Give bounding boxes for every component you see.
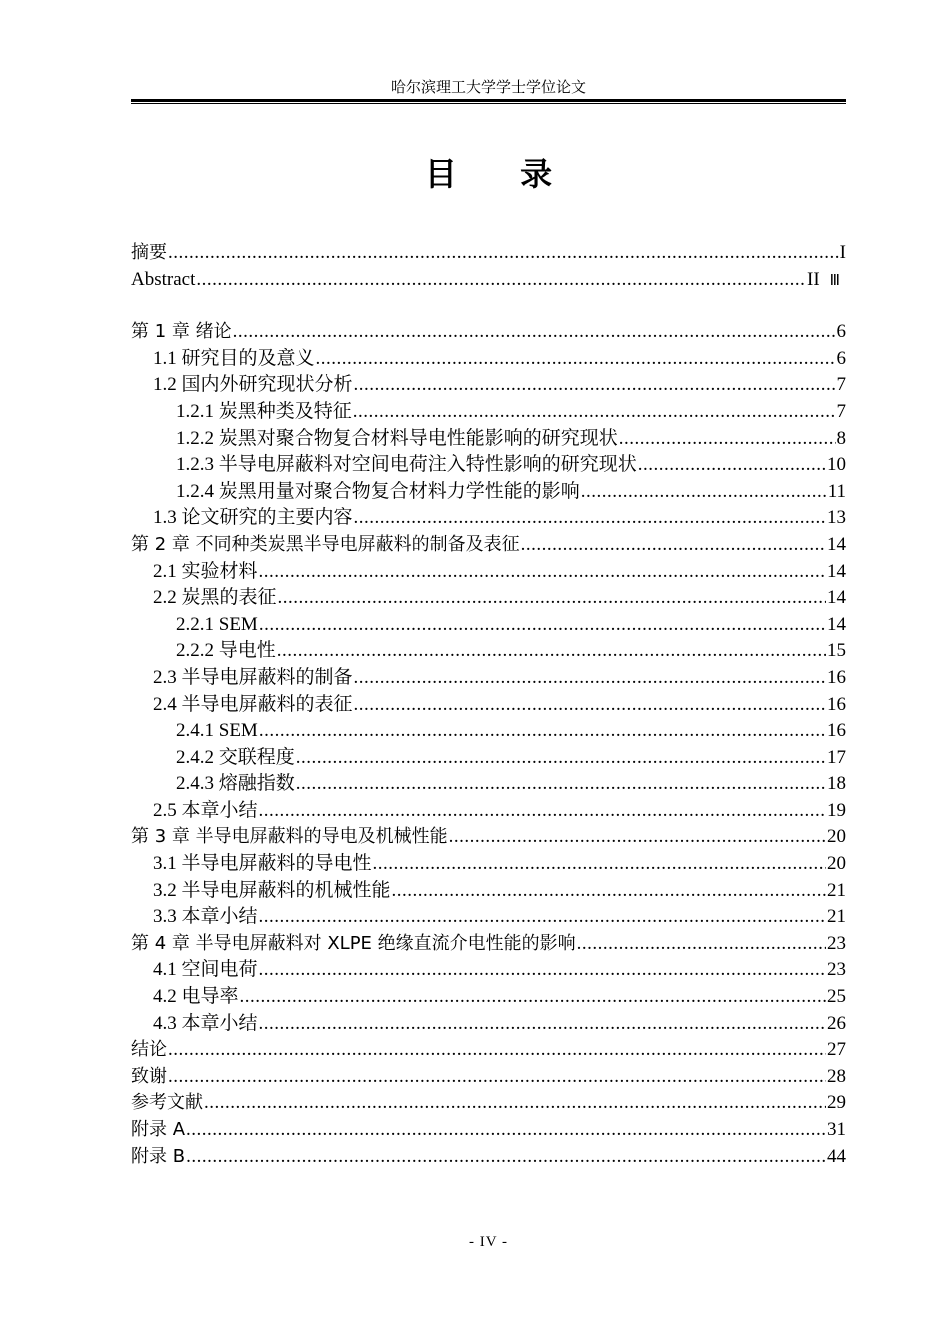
toc-entry-label: 3.1 半导电屏蔽料的导电性 (153, 853, 372, 875)
toc-dot-leader (259, 559, 826, 586)
toc-dot-leader (581, 479, 827, 506)
toc-dot-leader (354, 372, 836, 399)
toc-entry[interactable] (131, 984, 846, 1011)
toc-entry-label: 2.2 炭黑的表征 (153, 587, 277, 609)
toc-dot-leader (296, 771, 826, 798)
toc-dot-leader (449, 824, 826, 851)
toc-entry-page: 13 (827, 507, 846, 529)
toc-entry-label: 附录 B (131, 1145, 186, 1167)
toc-entry-label: 2.2.2 导电性 (176, 640, 276, 662)
toc-entry-label: 2.5 本章小结 (153, 799, 258, 821)
toc-entry-label: 致谢 (131, 1065, 167, 1087)
toc-dot-leader (233, 319, 836, 346)
toc-dot-leader (353, 399, 836, 426)
toc-entry[interactable] (131, 399, 846, 426)
toc-entry[interactable] (131, 665, 846, 692)
toc-entry-page: 26 (827, 1012, 846, 1034)
toc-entry-page: 6 (836, 321, 846, 343)
toc-entry-page: 7 (836, 374, 846, 396)
toc-entry[interactable] (131, 1090, 846, 1117)
toc-dot-leader (259, 718, 826, 745)
toc-entry-page: 14 (827, 613, 846, 635)
toc-entry-label: 摘要 (131, 242, 167, 263)
toc-entry[interactable] (131, 878, 846, 905)
toc-entry-label: 附录 A (131, 1119, 186, 1140)
toc-dot-leader (186, 1117, 826, 1144)
toc-dot-leader (296, 745, 826, 772)
toc-dot-leader (619, 426, 836, 453)
toc-entry-label: 1.2.2 炭黑对聚合物复合材料导电性能影响的研究现状 (176, 427, 618, 449)
toc-entry-page: 17 (827, 746, 846, 768)
toc-dot-leader (392, 878, 826, 905)
toc-dot-leader (259, 612, 826, 639)
toc-entry-page: 15 (827, 640, 846, 662)
toc-entry-page: 20 (827, 853, 846, 875)
toc-entry[interactable] (131, 479, 846, 506)
toc-entry[interactable] (131, 505, 846, 532)
toc-dot-leader (638, 452, 826, 479)
toc-entry-label: 1.2.1 炭黑种类及特征 (176, 400, 352, 422)
toc-entry[interactable] (131, 638, 846, 665)
toc-entry-label: 第 2 章 不同种类炭黑半导电屏蔽料的制备及表征 (131, 533, 520, 555)
toc-dot-leader (168, 1064, 826, 1091)
toc-title: 目 录 (424, 155, 579, 193)
toc-dot-leader (521, 532, 826, 559)
toc-dot-leader (577, 931, 826, 958)
toc-entry-label: 1.2.3 半导电屏蔽料对空间电荷注入特性影响的研究现状 (176, 454, 637, 476)
toc-entry-page: 21 (827, 906, 846, 928)
toc-entry-label: 4.1 空间电荷 (153, 959, 258, 981)
toc-entry-page: 27 (827, 1039, 846, 1061)
toc-dot-leader (278, 585, 826, 612)
toc-entry-label: 1.3 论文研究的主要内容 (153, 507, 353, 529)
toc-entry[interactable] (131, 824, 846, 851)
running-header: 哈尔滨理工大学学士学位论文 (390, 80, 586, 96)
toc-dot-leader (196, 267, 806, 294)
toc-dot-leader (168, 1037, 826, 1064)
toc-entry-page: 19 (827, 799, 846, 821)
toc-dot-leader (354, 692, 826, 719)
toc-entry[interactable] (131, 904, 846, 931)
toc-entry-label: Abstract (131, 268, 196, 290)
toc-entry-label: 结论 (131, 1039, 167, 1061)
toc-entry-label: 1.2.4 炭黑用量对聚合物复合材料力学性能的影响 (176, 480, 580, 502)
toc-entry[interactable] (131, 240, 846, 267)
toc-entry[interactable] (131, 931, 846, 958)
toc-dot-leader (186, 1144, 826, 1171)
toc-entry-label: 2.4.3 熔融指数 (176, 773, 295, 795)
toc-entry-label: 1.1 研究目的及意义 (153, 347, 315, 369)
toc-entry[interactable] (131, 957, 846, 984)
toc-entry-page: 29 (827, 1092, 846, 1114)
toc-entry[interactable] (131, 1144, 846, 1171)
toc-entry-label: 2.4.1 SEM (176, 720, 258, 742)
toc-entry-page: 6 (836, 347, 846, 369)
toc-entry-page: 31 (827, 1119, 846, 1140)
toc-entry-label: 3.2 半导电屏蔽料的机械性能 (153, 879, 391, 901)
toc-entry[interactable] (131, 372, 846, 399)
toc-entry-label: 参考文献 (131, 1092, 203, 1114)
toc-dot-leader (168, 240, 839, 267)
toc-entry-page: 7 (836, 400, 846, 422)
toc-entry[interactable] (131, 532, 846, 559)
toc-entry[interactable] (131, 1011, 846, 1038)
toc-entry-page: 20 (827, 826, 846, 848)
toc-dot-leader (354, 505, 826, 532)
toc-entry-label: 第 3 章 半导电屏蔽料的导电及机械性能 (131, 826, 448, 848)
toc-entry-label: 2.1 实验材料 (153, 560, 258, 582)
toc-entry-page: 10 (827, 454, 846, 476)
toc-entry[interactable] (131, 452, 846, 479)
toc-entry-page: 16 (827, 666, 846, 688)
toc-dot-leader (259, 957, 826, 984)
toc-entry[interactable] (131, 319, 846, 346)
toc-entry-page: 23 (827, 959, 846, 981)
toc-entry-page: 14 (827, 587, 846, 609)
toc-entry-page: 8 (836, 427, 846, 449)
toc-dot-leader (240, 984, 826, 1011)
toc-entry[interactable] (131, 692, 846, 719)
table-of-contents (131, 240, 846, 1170)
toc-entry-page: 14 (827, 533, 846, 555)
toc-entry-page: 44 (827, 1145, 846, 1167)
toc-entry-page: 28 (827, 1065, 846, 1087)
toc-entry-label: 2.4 半导电屏蔽料的表征 (153, 693, 353, 715)
toc-entry[interactable] (131, 346, 846, 373)
toc-entry-label: 4.2 电导率 (153, 986, 239, 1008)
toc-entry-label: 4.3 本章小结 (153, 1012, 258, 1034)
toc-dot-leader (354, 665, 826, 692)
toc-entry-label: 2.3 半导电屏蔽料的制备 (153, 666, 353, 688)
toc-entry[interactable] (131, 585, 846, 612)
toc-entry-label: 第 4 章 半导电屏蔽料对 XLPE 绝缘直流介电性能的影响 (131, 932, 576, 954)
toc-entry[interactable] (131, 559, 846, 586)
toc-entry-page: 18 (827, 773, 846, 795)
toc-entry-page: 21 (827, 879, 846, 901)
toc-entry-page: 23 (827, 932, 846, 954)
toc-entry[interactable] (131, 745, 846, 772)
toc-dot-leader (204, 1090, 826, 1117)
toc-entry-label: 2.2.1 SEM (176, 613, 258, 635)
toc-entry[interactable] (131, 1064, 846, 1091)
toc-entry-label: 3.3 本章小结 (153, 906, 258, 928)
toc-dot-leader (373, 851, 826, 878)
toc-entry[interactable] (131, 1037, 846, 1064)
toc-entry[interactable] (131, 718, 846, 745)
toc-dot-leader (277, 638, 826, 665)
toc-entry-page: 16 (827, 720, 846, 742)
toc-entry[interactable] (131, 1117, 846, 1144)
toc-entry[interactable] (131, 851, 846, 878)
toc-dot-leader (259, 1011, 826, 1038)
page-number: - IV - (468, 1234, 509, 1250)
toc-dot-leader (259, 904, 826, 931)
header-rule-thin (131, 103, 846, 104)
toc-entry-label: 第 1 章 绪论 (131, 321, 232, 343)
header-rule-thick (131, 99, 846, 102)
toc-entry-label: 1.2 国内外研究现状分析 (153, 374, 353, 396)
toc-entry[interactable] (131, 267, 846, 294)
toc-entry-page: 14 (827, 560, 846, 582)
toc-entry-page: I (839, 242, 846, 263)
toc-entry[interactable] (131, 798, 846, 825)
toc-entry-page: 25 (827, 986, 846, 1008)
toc-entry-page: II (807, 268, 820, 290)
toc-entry[interactable] (131, 771, 846, 798)
toc-dot-leader (259, 798, 826, 825)
toc-entry[interactable] (131, 612, 846, 639)
toc-entry[interactable] (131, 426, 846, 453)
toc-dot-leader (316, 346, 836, 373)
toc-entry-page: 16 (827, 693, 846, 715)
toc-entry-page: 11 (827, 480, 846, 502)
toc-entry-label: 2.4.2 交联程度 (176, 746, 295, 768)
toc-entry-extra-page: Ⅲ (829, 270, 840, 289)
